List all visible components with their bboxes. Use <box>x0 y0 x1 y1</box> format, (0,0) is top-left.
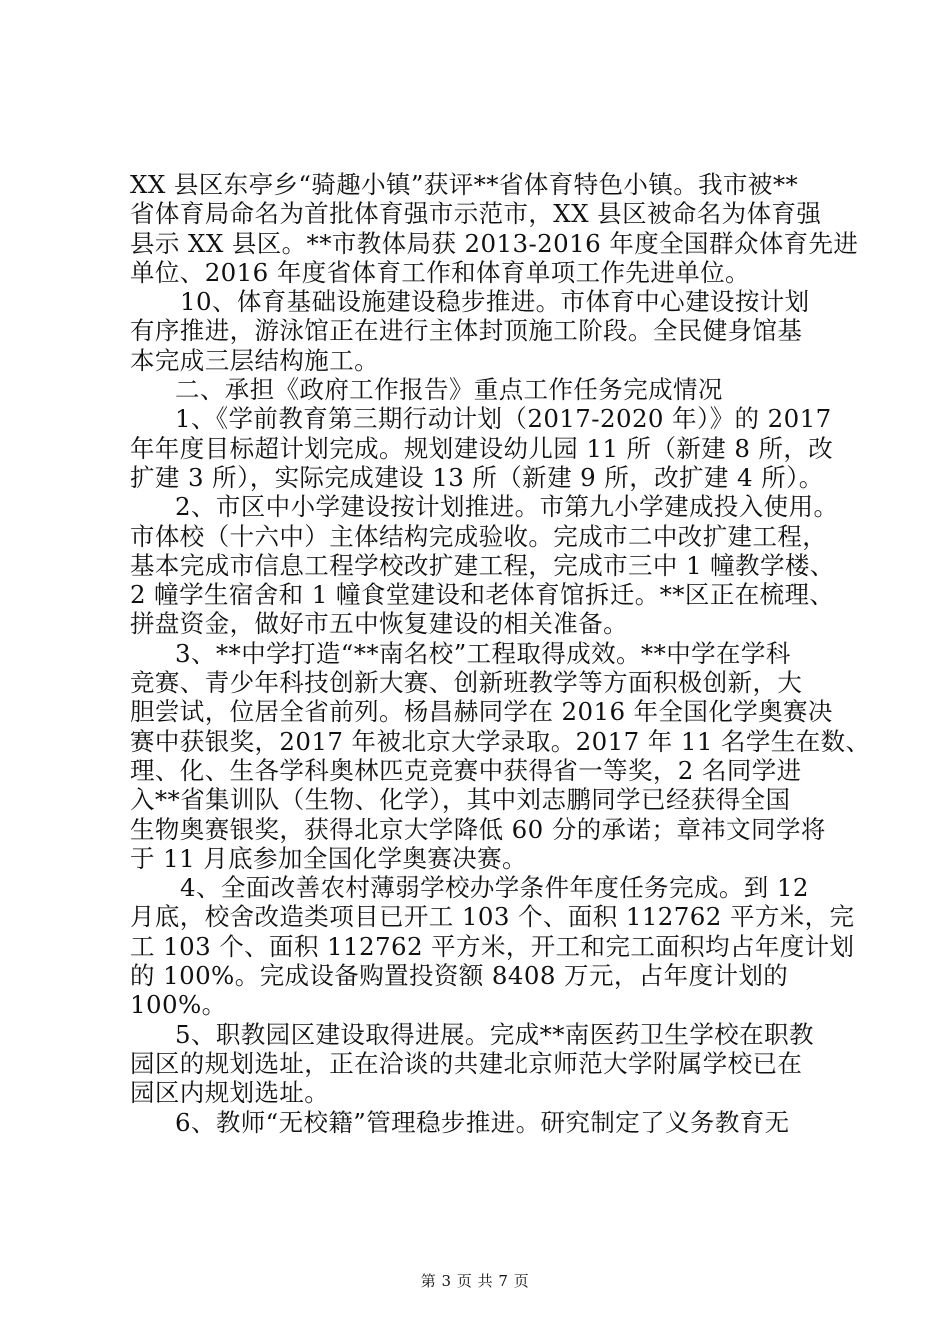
paragraph <box>130 873 855 1020</box>
text-line: 于 11 月底参加全国化学奥赛决赛。 <box>130 843 527 873</box>
text-line: 入**省集训队（生物、化学），其中刘志鹏同学已经获得全国 <box>130 785 791 815</box>
text-line: 园区的规划选址，正在洽谈的共建北京师范大学附属学校已在 <box>130 1048 803 1078</box>
text-line: 有序推进，游泳馆正在进行主体封顶施工阶段。全民健身馆基 <box>130 316 803 346</box>
text-line: 拼盘资金，做好市五中恢复建设的相关准备。 <box>130 609 628 639</box>
text-line: 省体育局命名为首批体育强市示范市，XX 县区被命名为体育强 <box>130 199 822 229</box>
text-line: 生物奥赛银奖，获得北京大学降低 60 分的承诺；章祎文同学将 <box>130 814 826 844</box>
text-line: 扩建 3 所），实际完成建设 13 所（新建 9 所，改扩建 4 所）。 <box>130 462 824 492</box>
text-line: 赛中获银奖，2017 年被北京大学录取。2017 年 11 名学生在数、 <box>130 726 871 756</box>
text-line: 3、**中学打造“**南名校”工程取得成效。**中学在学科 <box>175 638 791 668</box>
text-line: 年年度目标超计划完成。规划建设幼儿园 11 所（新建 8 所，改 <box>130 433 834 463</box>
paragraph <box>130 170 859 287</box>
text-line: XX 县区东亭乡“骑趣小镇”获评**省体育特色小镇。我市被** <box>130 170 799 199</box>
paragraph <box>130 492 839 639</box>
text-line: 6、教师“无校籍”管理稳步推进。研究制定了义务教育无 <box>175 1107 790 1137</box>
text-line: 园区内规划选址。 <box>130 1078 330 1108</box>
text-line: 2 幢学生宿舍和 1 幢食堂建设和老体育馆拆迁。**区正在梳理、 <box>130 580 835 610</box>
text-line: 理、化、生各学科奥林匹克竞赛中获得省一等奖，2 名同学进 <box>130 755 802 785</box>
text-line: 10、体育基础设施建设稳步推进。市体育中心建设按计划 <box>180 287 810 317</box>
text-line: 胆尝试，位居全省前列。杨昌赫同学在 2016 年全国化学奥赛决 <box>130 697 833 727</box>
text-line: 二、承担《政府工作报告》重点工作任务完成情况 <box>175 375 723 405</box>
page-footer: 第 3 页 共 7 页 <box>420 1272 530 1290</box>
paragraph <box>130 638 871 873</box>
text-line: 的 100%。完成设备购置投资额 8408 万元，占年度计划的 <box>130 961 789 991</box>
text-line: 竞赛、青少年科技创新大赛、创新班教学等方面积极创新，大 <box>130 668 803 698</box>
text-line: 4、全面改善农村薄弱学校办学条件年度任务完成。到 12 <box>180 873 809 903</box>
text-line: 2、市区中小学建设按计划推进。市第九小学建成投入使用。 <box>175 492 839 522</box>
text-line: 1、《学前教育第三期行动计划（2017-2020 年）》的 2017 <box>175 404 832 434</box>
text-line: 5、职教园区建设取得进展。完成**南医药卫生学校在职教 <box>175 1019 814 1049</box>
text-line: 基本完成市信息工程学校改扩建工程，完成市三中 1 幢教学楼、 <box>130 550 835 580</box>
text-line: 本完成三层结构施工。 <box>130 345 379 375</box>
text-line: 月底，校舍改造类项目已开工 103 个、面积 112762 平方米，完 <box>130 902 855 932</box>
document-body <box>130 170 871 1137</box>
text-line: 100%。 <box>130 990 227 1020</box>
paragraph <box>130 375 835 404</box>
text-line: 县示 XX 县区。**市教体局获 2013-2016 年度全国群众体育先进 <box>130 228 859 258</box>
paragraph <box>130 287 835 375</box>
text-line: 市体校（十六中）主体结构完成验收。完成市二中改扩建工程， <box>130 521 828 551</box>
text-line: 工 103 个、面积 112762 平方米，开工和完工面积均占年度计划 <box>130 931 855 961</box>
paragraph <box>130 404 835 492</box>
paragraph <box>130 1020 835 1108</box>
paragraph <box>130 1108 835 1137</box>
text-line: 单位、2016 年度省体育工作和体育单项工作先进单位。 <box>130 257 750 287</box>
